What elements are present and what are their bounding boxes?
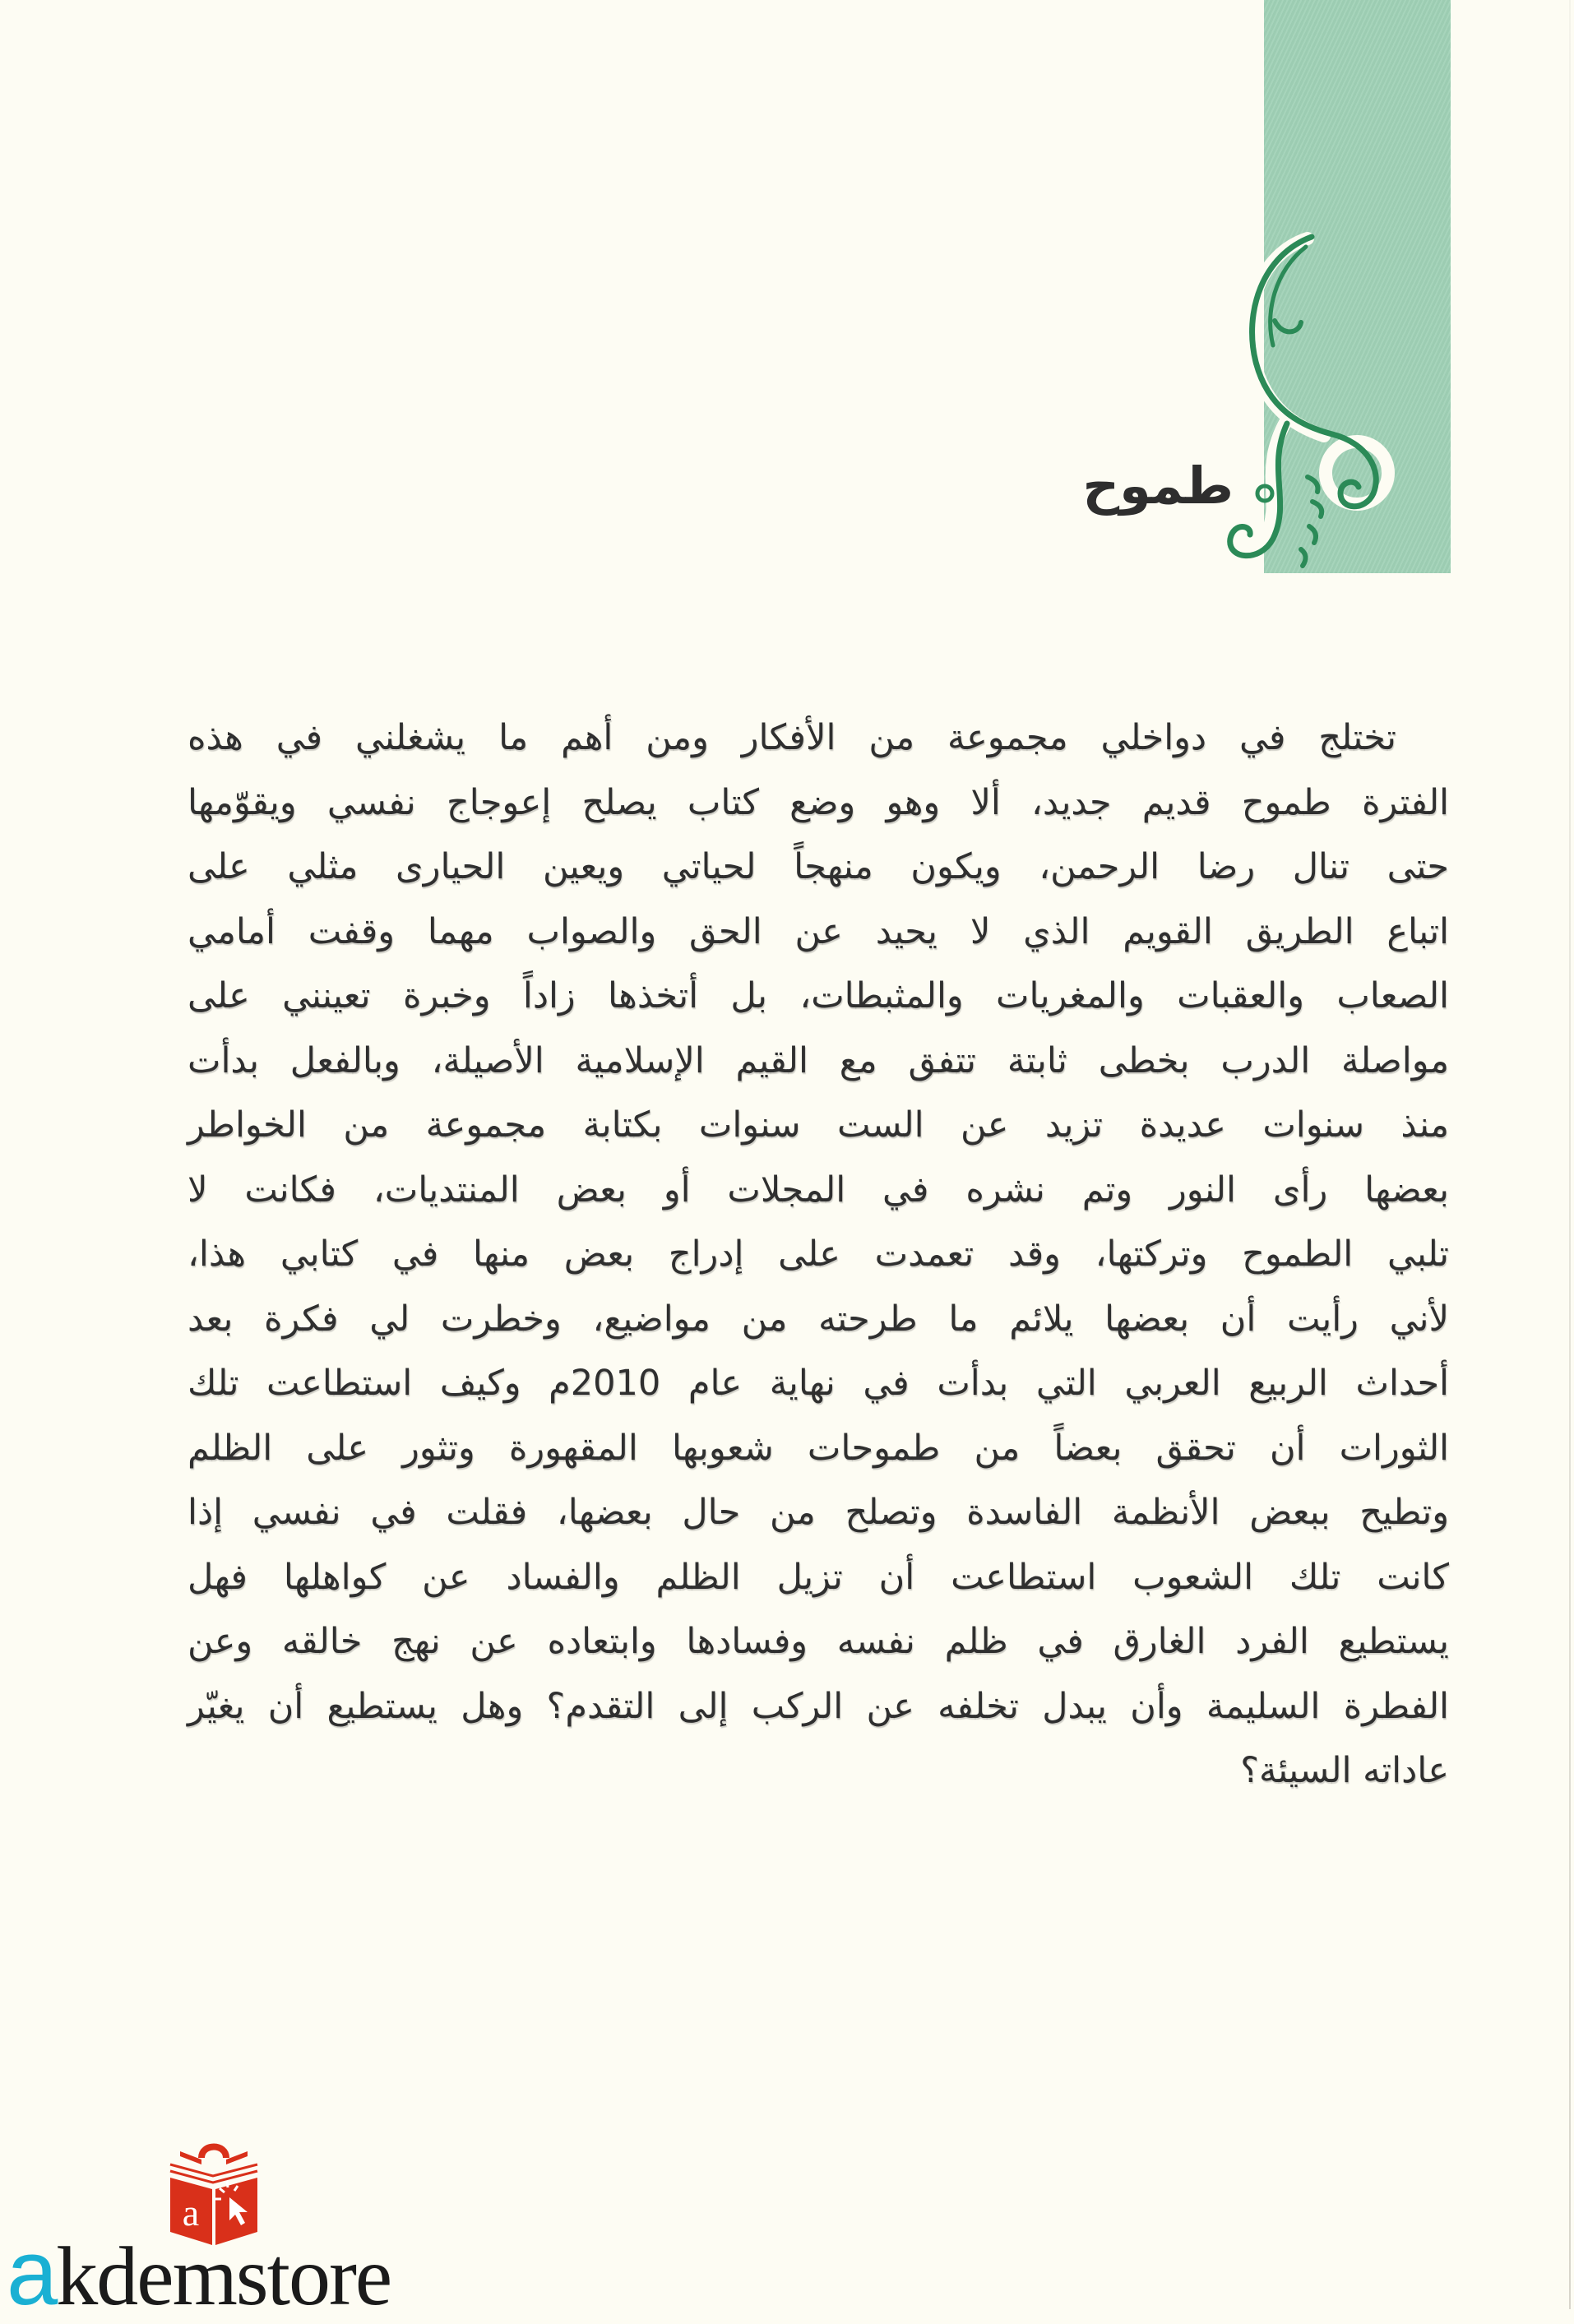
brand-name [7,2221,391,2324]
text-line: حتى تنال رضا الرحمن، ويكون منهجاً لحياتي ويعين الحيارى مثلي على [187,846,1449,887]
text-line: بعضها رأى النور وتم نشره في المجلات أو بعض المنتديات، فكانت لا [187,1169,1449,1211]
brand-accent: a [7,2221,57,2324]
text-line: الفترة طموح قديم جديد، ألا وهو وضع كتاب يصلح إعوجاج نفسي ويقوّمها [187,781,1449,823]
page-edge [1569,0,1571,2309]
brand-rest: kdemstore [56,2230,391,2323]
text-line: لأني رأيت أن بعضها يلائم ما طرحته من مواضيع، وخطرت لي فكرة بعد [187,1298,1449,1340]
body-paragraph [187,706,1449,1803]
text-line: اتباع الطريق القويم الذي لا يحيد عن الحق والصواب مهما وقفت أمامي [187,910,1449,952]
text-line: كانت تلك الشعوب استطاعت أن تزيل الظلم والفساد عن كواهلها فهل [187,1556,1449,1598]
text-line: يستطيع الفرد الغارق في ظلم نفسه وفسادها وابتعاده عن نهج خالقه وعن [187,1621,1449,1662]
chapter-title: طموح [1082,456,1234,516]
text-line: مواصلة الدرب بخطى ثابتة تتفق مع القيم الإسلامية الأصيلة، وبالفعل بدأت [187,1039,1449,1081]
text-line: الصعاب والعقبات والمغريات والمثبطات، بل أتخذها زاداً وخبرة تعينني على [187,975,1449,1016]
text-line: تلبي الطموح وتركتها، وقد تعمدت على إدراج بعض منها في كتابي هذا، [187,1234,1449,1275]
floral-scroll-ornament-icon [1209,222,1406,584]
book-letter: a [182,2192,200,2234]
text-line: وتطيح ببعض الأنظمة الفاسدة وتصلح من حال بعضها، فقلت في نفسي إذا [187,1492,1449,1533]
text-line: عاداته السيئة؟ [1240,1750,1449,1791]
akdemstore-watermark-logo [0,2122,444,2324]
text-line: الفطرة السليمة وأن يبدل تخلفه عن الركب إلى التقدم؟ وهل يستطيع أن يغيّر [187,1685,1449,1727]
text-line: تختلج في دواخلي مجموعة من الأفكار ومن أهم ما يشغلني في هذه [187,717,1396,758]
text-line: منذ سنوات عديدة تزيد عن الست سنوات بكتابة مجموعة من الخواطر [187,1104,1449,1146]
text-line: أحداث الربيع العربي التي بدأت في نهاية عام 2010م وكيف استطاعت تلك [187,1363,1449,1404]
text-line: الثورات أن تحقق بعضاً من طموحات شعوبها المقهورة وتثور على الظلم [187,1427,1449,1469]
